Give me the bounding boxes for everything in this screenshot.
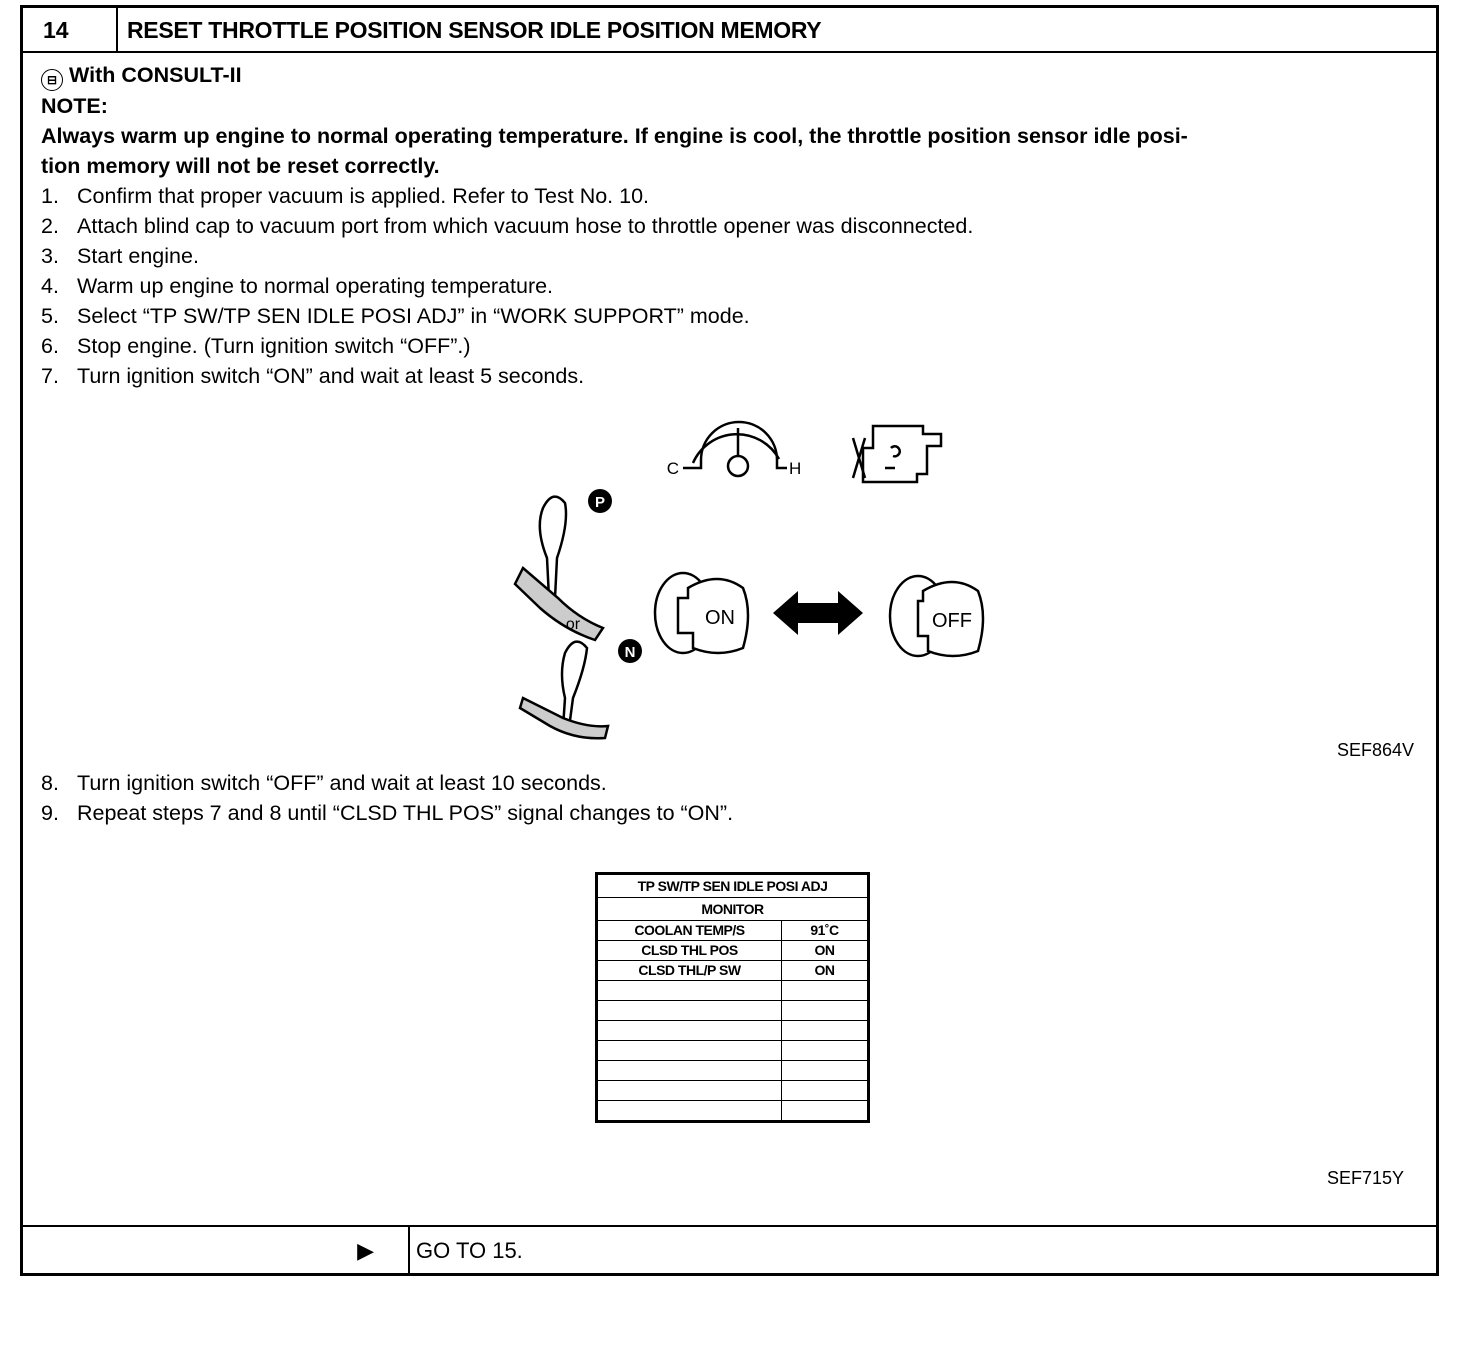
step-item — [41, 361, 1188, 391]
gauge-cold-label: C — [666, 459, 679, 478]
result-cell — [23, 1227, 410, 1273]
engine-icon — [853, 426, 941, 482]
double-arrow-icon — [773, 591, 863, 635]
step-num: 9. — [41, 801, 59, 825]
table-row — [597, 921, 869, 941]
empty-row — [597, 1001, 869, 1021]
figure-code-1: SEF864V — [1337, 740, 1415, 760]
temperature-gauge-icon — [683, 422, 787, 476]
empty-row — [597, 1021, 869, 1041]
empty-row — [597, 1101, 869, 1122]
step-item — [41, 181, 1188, 211]
step-item — [41, 211, 1188, 241]
monitor-table — [595, 872, 870, 1123]
step-num: 3. — [41, 244, 59, 268]
step-num: 5. — [41, 304, 59, 328]
footer-row — [23, 1225, 1436, 1273]
step-num: 2. — [41, 214, 59, 238]
shift-lever-p-icon — [515, 497, 603, 640]
step-text: Warm up engine to normal operating temperature. — [77, 274, 554, 298]
instructions — [41, 60, 1188, 391]
step-text: Select “TP SW/TP SEN IDLE POSI ADJ” in “WORK SUPPORT” mode. — [77, 304, 750, 328]
note-line-2: tion memory will not be reset correctly. — [41, 154, 440, 178]
consult-icon: ⊟ — [41, 69, 63, 91]
go-to-link: GO TO 15. — [416, 1238, 523, 1263]
step-list — [41, 181, 1188, 391]
note-line-1: Always warm up engine to normal operating temperature. If engine is cool, the throttle position sensor idle posi- — [41, 124, 1188, 148]
step-text: Repeat steps 7 and 8 until “CLSD THL POS” signal changes to “ON”. — [77, 801, 734, 825]
monitor-subtitle: MONITOR — [597, 898, 869, 921]
step-item — [41, 768, 733, 798]
monitor-title: TP SW/TP SEN IDLE POSI ADJ — [597, 874, 869, 898]
step-num: 1. — [41, 184, 59, 208]
step-number: 14 — [23, 8, 118, 51]
figure-code-2: SEF715Y — [1327, 1168, 1405, 1188]
step-text: Turn ignition switch “ON” and wait at least 5 seconds. — [77, 364, 585, 388]
empty-row — [597, 981, 869, 1001]
step-item — [41, 798, 733, 828]
monitor-item: CLSD THL/P SW — [597, 961, 782, 981]
monitor-item: COOLAN TEMP/S — [597, 921, 782, 941]
step-num: 7. — [41, 364, 59, 388]
step-text: Turn ignition switch “OFF” and wait at least 10 seconds. — [77, 771, 607, 795]
step-item — [41, 271, 1188, 301]
empty-row — [597, 1041, 869, 1061]
key-off-label: OFF — [932, 610, 972, 632]
step-text: Stop engine. (Turn ignition switch “OFF”.) — [77, 334, 471, 358]
step-list-2 — [41, 768, 733, 828]
step-item — [41, 301, 1188, 331]
ignition-illustration — [493, 408, 1013, 748]
gauge-hot-label: H — [789, 459, 802, 478]
table-row — [597, 941, 869, 961]
step-text: Confirm that proper vacuum is applied. Refer to Test No. 10. — [77, 184, 650, 208]
consult-label: With CONSULT-II — [69, 63, 242, 87]
step-title: RESET THROTTLE POSITION SENSOR IDLE POSITION MEMORY — [127, 17, 822, 43]
key-on-label: ON — [705, 607, 735, 629]
monitor-value: 91˚C — [782, 921, 869, 941]
step-item — [41, 331, 1188, 361]
monitor-item: CLSD THL POS — [597, 941, 782, 961]
step-num: 4. — [41, 274, 59, 298]
step-text: Attach blind cap to vacuum port from which vacuum hose to throttle opener was disconnected. — [77, 214, 974, 238]
monitor-value: ON — [782, 941, 869, 961]
empty-row — [597, 1081, 869, 1101]
n-badge-label: N — [624, 644, 636, 661]
arrow-right-icon: ▶ — [357, 1238, 374, 1263]
note-label: NOTE: — [41, 94, 108, 118]
step-item — [41, 241, 1188, 271]
empty-row — [597, 1061, 869, 1081]
step-num: 8. — [41, 771, 59, 795]
table-row — [597, 961, 869, 981]
monitor-value: ON — [782, 961, 869, 981]
shift-lever-n-icon — [520, 642, 608, 739]
step-num: 6. — [41, 334, 59, 358]
consult-line — [41, 60, 1188, 91]
or-label: or — [565, 616, 581, 633]
step-text: Start engine. — [77, 244, 199, 268]
p-badge-label: P — [594, 494, 606, 511]
header-row — [23, 8, 1436, 53]
